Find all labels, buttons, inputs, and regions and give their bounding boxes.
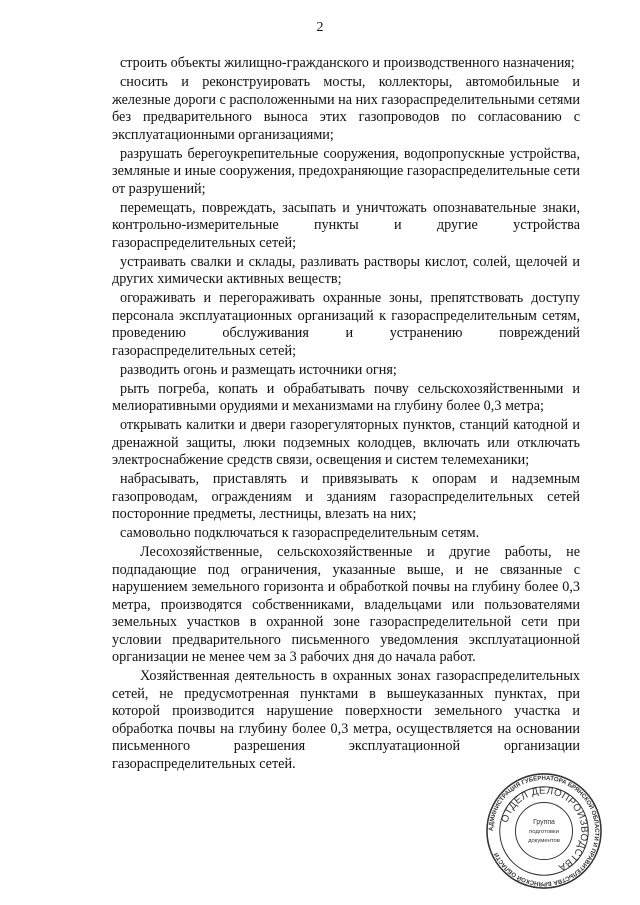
paragraph: сносить и реконструировать мосты, коллекторы, автомобильные и железные дороги с расположенными на них газораспределительными сетями без предварительного выноса этих газопроводов по согласованию с эксплуатационными организациями;: [112, 74, 580, 143]
paragraph: Лесохозяйственные, сельскохозяйственные и другие работы, не подпадающие под ограничения, указанные выше, и не связанные с нарушением земельного горизонта и обработкой почвы на глубину более 0,3 метра, производятся собственниками, владельцами или пользователями земельных участков в охранной зоне газораспределительной сети при условии предварительного письменного уведомления эксплуатационной организации не менее чем за 3 рабочих дня до начала работ.: [112, 544, 580, 665]
stamp-center-line: подготовки: [529, 828, 559, 835]
paragraph: устраивать свалки и склады, разливать растворы кислот, солей, щелочей и других химически активных веществ;: [112, 253, 580, 287]
stamp-ring-text: ОТДЕЛ ДЕЛОПРОИЗВОДСТВА: [499, 785, 590, 874]
page-number: 2: [316, 20, 324, 35]
paragraph: строить объекты жилищно-гражданского и производственного назначения;: [120, 55, 575, 71]
paragraph: перемещать, повреждать, засыпать и уничтожать опознавательные знаки, контрольно-измерительные пункты и другие устройства газораспределительных сетей;: [112, 199, 580, 251]
office-stamp: [485, 772, 603, 890]
stamp-outer-text: АДМИНИСТРАЦИЯ ГУБЕРНАТОРА БРЯНСКОЙ ОБЛАСТИ И ПРАВИТЕЛЬСТВА БРЯНСКОЙ ОБЛАСТИ: [487, 774, 601, 888]
stamp-seal-icon: [485, 772, 603, 890]
stamp-center-line: Группа: [533, 819, 555, 827]
paragraph: самовольно подключаться к газораспределительным сетям.: [120, 525, 480, 541]
paragraph: Хозяйственная деятельность в охранных зонах газораспределительных сетей, не предусмотренная пунктами в вышеуказанных пунктах, при которой производится нарушение поверхности земельного участка и обработка почвы на глубину более 0,3 метра, осуществляется на основании письменного разрешения эксплуатационной организации газораспределительных сетей.: [112, 668, 580, 772]
paragraph: открывать калитки и двери газорегуляторных пунктов, станций катодной и дренажной защиты, люки подземных колодцев, включать или отключать электроснабжение средств связи, освещения и систем телемеханики;: [112, 417, 580, 468]
paragraph: разводить огонь и размещать источники огня;: [120, 361, 397, 378]
paragraph: разрушать берегоукрепительные сооружения, водопропускные устройства, земляные и иные сооружения, предохраняющие газораспределительные сети от разрушений;: [112, 145, 580, 197]
paragraph: огораживать и перегораживать охранные зоны, препятствовать доступу персонала эксплуатационных организаций к газораспределительным сетям, проведению обслуживания и устранению повреждений газораспределительных сетей;: [112, 290, 580, 359]
paragraph: набрасывать, приставлять и привязывать к опорам и надземным газопроводам, ограждениям и зданиям газораспределительных сетей посторонние предметы, лестницы, влезать на них;: [112, 471, 580, 522]
stamp-center-line: документов: [528, 837, 560, 844]
paragraph: рыть погреба, копать и обрабатывать почву сельскохозяйственными и мелиоративными орудиями и механизмами на глубину более 0,3 метра;: [112, 380, 580, 414]
document-body: [112, 55, 580, 775]
